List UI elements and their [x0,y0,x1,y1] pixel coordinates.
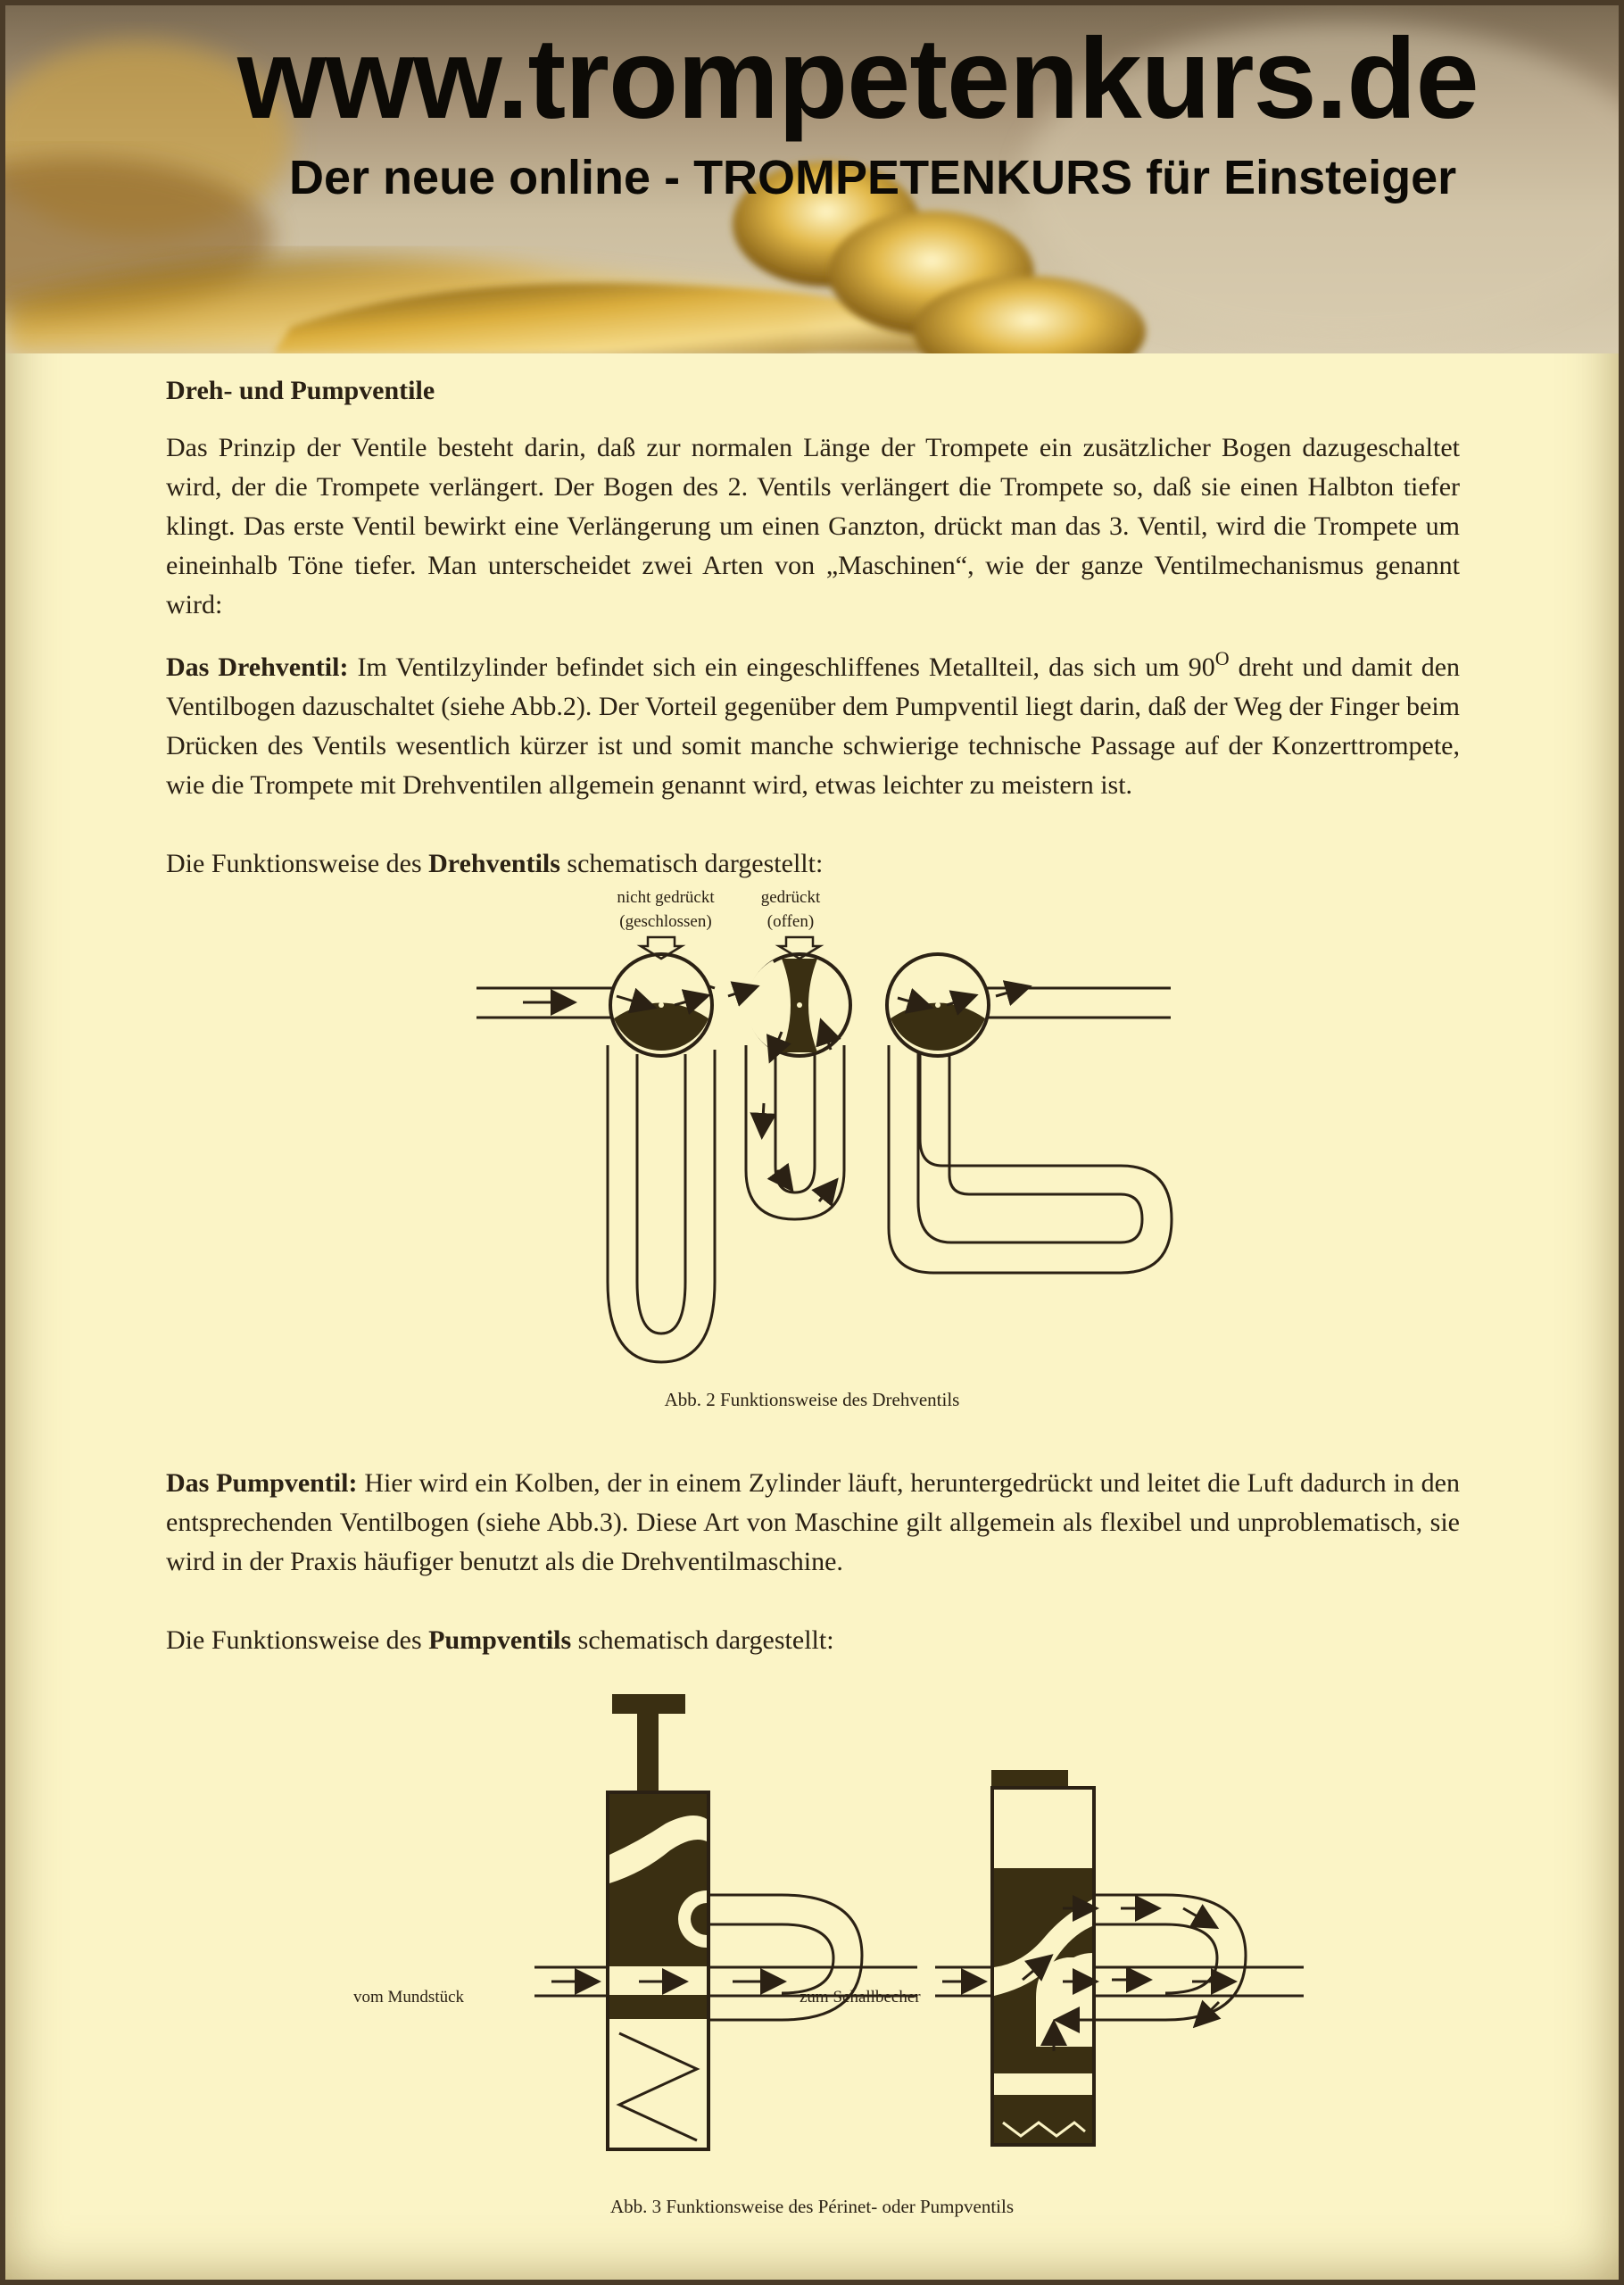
drehventil-diagram [166,934,1460,1380]
label-pressed-line1: gedrückt [760,888,821,907]
label-mundstueck: vom Mundstück [353,1988,465,2007]
intro2-text: Die Funktionsweise des [166,1625,429,1655]
article [166,371,1460,2219]
intro-text-after: schematisch dargestellt: [559,849,824,878]
label-pressed-line2: (offen) [766,912,815,931]
degree-sign: O [1214,647,1230,669]
intro-bold: Drehventils [428,849,560,878]
valve-3 [887,954,989,1056]
intro2-bold: Pumpventils [428,1625,572,1655]
term-pumpventil: Das Pumpventil: [166,1468,358,1498]
paragraph-principle: Das Prinzip der Ventile besteht darin, daß zur normalen Länge der Trompete ein zusätzlicher Bogen dazugeschaltet wird, der die Trompete verlängert. Der Bogen des 2. Ventils verlängert die Trompete so, daß sie einen Halbton tiefer klingt. Das erste Ventil bewirkt eine Verlängerung um einen Ganzton, drückt man das 3. Ventil, wird die Trompete um eineinhalb Töne tiefer. Man unterscheidet zwei Arten von „Maschinen“, wie der ganze Ventilmechanismus genannt wird: [166,433,1460,619]
article-heading: Dreh- und Pumpventile [166,376,435,405]
drehventil-text-1: Im Ventilzylinder befindet sich ein eingeschliffenes Metallteil, das sich um 90 [348,652,1215,682]
pumpventil-text: Hier wird ein Kolben, der in einem Zylinder läuft, heruntergedrückt und leitet die Luft dadurch in den entsprechenden Ventilbogen (siehe Abb.3). Diese Art von Maschine gilt allgemein als flexibel und unproblematisch, sie wird in der Praxis häufiger benutzt als die Drehventilmaschine. [166,1468,1460,1576]
page [5,5,1619,2280]
drehventil-intro [166,844,1460,884]
caption-abb3: Abb. 3 Funktionsweise des Périnet- oder Pumpventils [609,2196,1015,2217]
pumpventil-diagram [166,1685,1460,2221]
intro-text: Die Funktionsweise des [166,849,429,878]
piston-valve-left [608,1694,708,2149]
push-indicators [641,937,820,959]
label-pressed [724,885,858,934]
valve-2 [746,954,850,1056]
figure-drehventil [166,884,1460,1380]
loop2-inner [775,1054,815,1192]
figure-pumpventil [166,1685,1460,2221]
paragraph-pumpventil [166,1464,1460,1582]
site-title: www.trompetenkurs.de [237,15,1479,143]
caption-abb2: Abb. 2 Funktionsweise des Drehventils [664,1389,960,1410]
header-banner [5,5,1619,353]
pumpventil-intro [166,1621,1460,1660]
site-subtitle: Der neue online - TROMPETENKURS für Einsteiger [289,151,1457,204]
label-not-pressed-line1: nicht gedrückt [617,888,715,907]
label-not-pressed-line2: (geschlossen) [619,912,712,931]
loop3-outer [889,1045,1172,1273]
intro2-text-after: schematisch dargestellt: [571,1625,834,1655]
valve-1 [610,954,712,1056]
paragraph-drehventil [166,648,1460,805]
drehventil-text-2: dreht und damit den Ventilbogen dazuschaltet (siehe Abb.2). Der Vorteil gegenüber dem Pumpventil liegt darin, daß der Weg der Finger beim Drücken des Ventils wesentlich kürzer ist und somit manche schwierige technische Passage auf der Konzerttrompete, wie die Trompete mit Drehventilen allgemein genannt wird, etwas leichter zu meistern ist. [166,652,1461,800]
loop1-outer [608,1045,715,1362]
term-drehventil: Das Drehventil: [166,652,349,682]
piston-valve-right [991,1770,1094,2145]
label-schallbecher: zum Schallbecher [800,1988,921,2007]
loop1-inner [637,1054,685,1334]
